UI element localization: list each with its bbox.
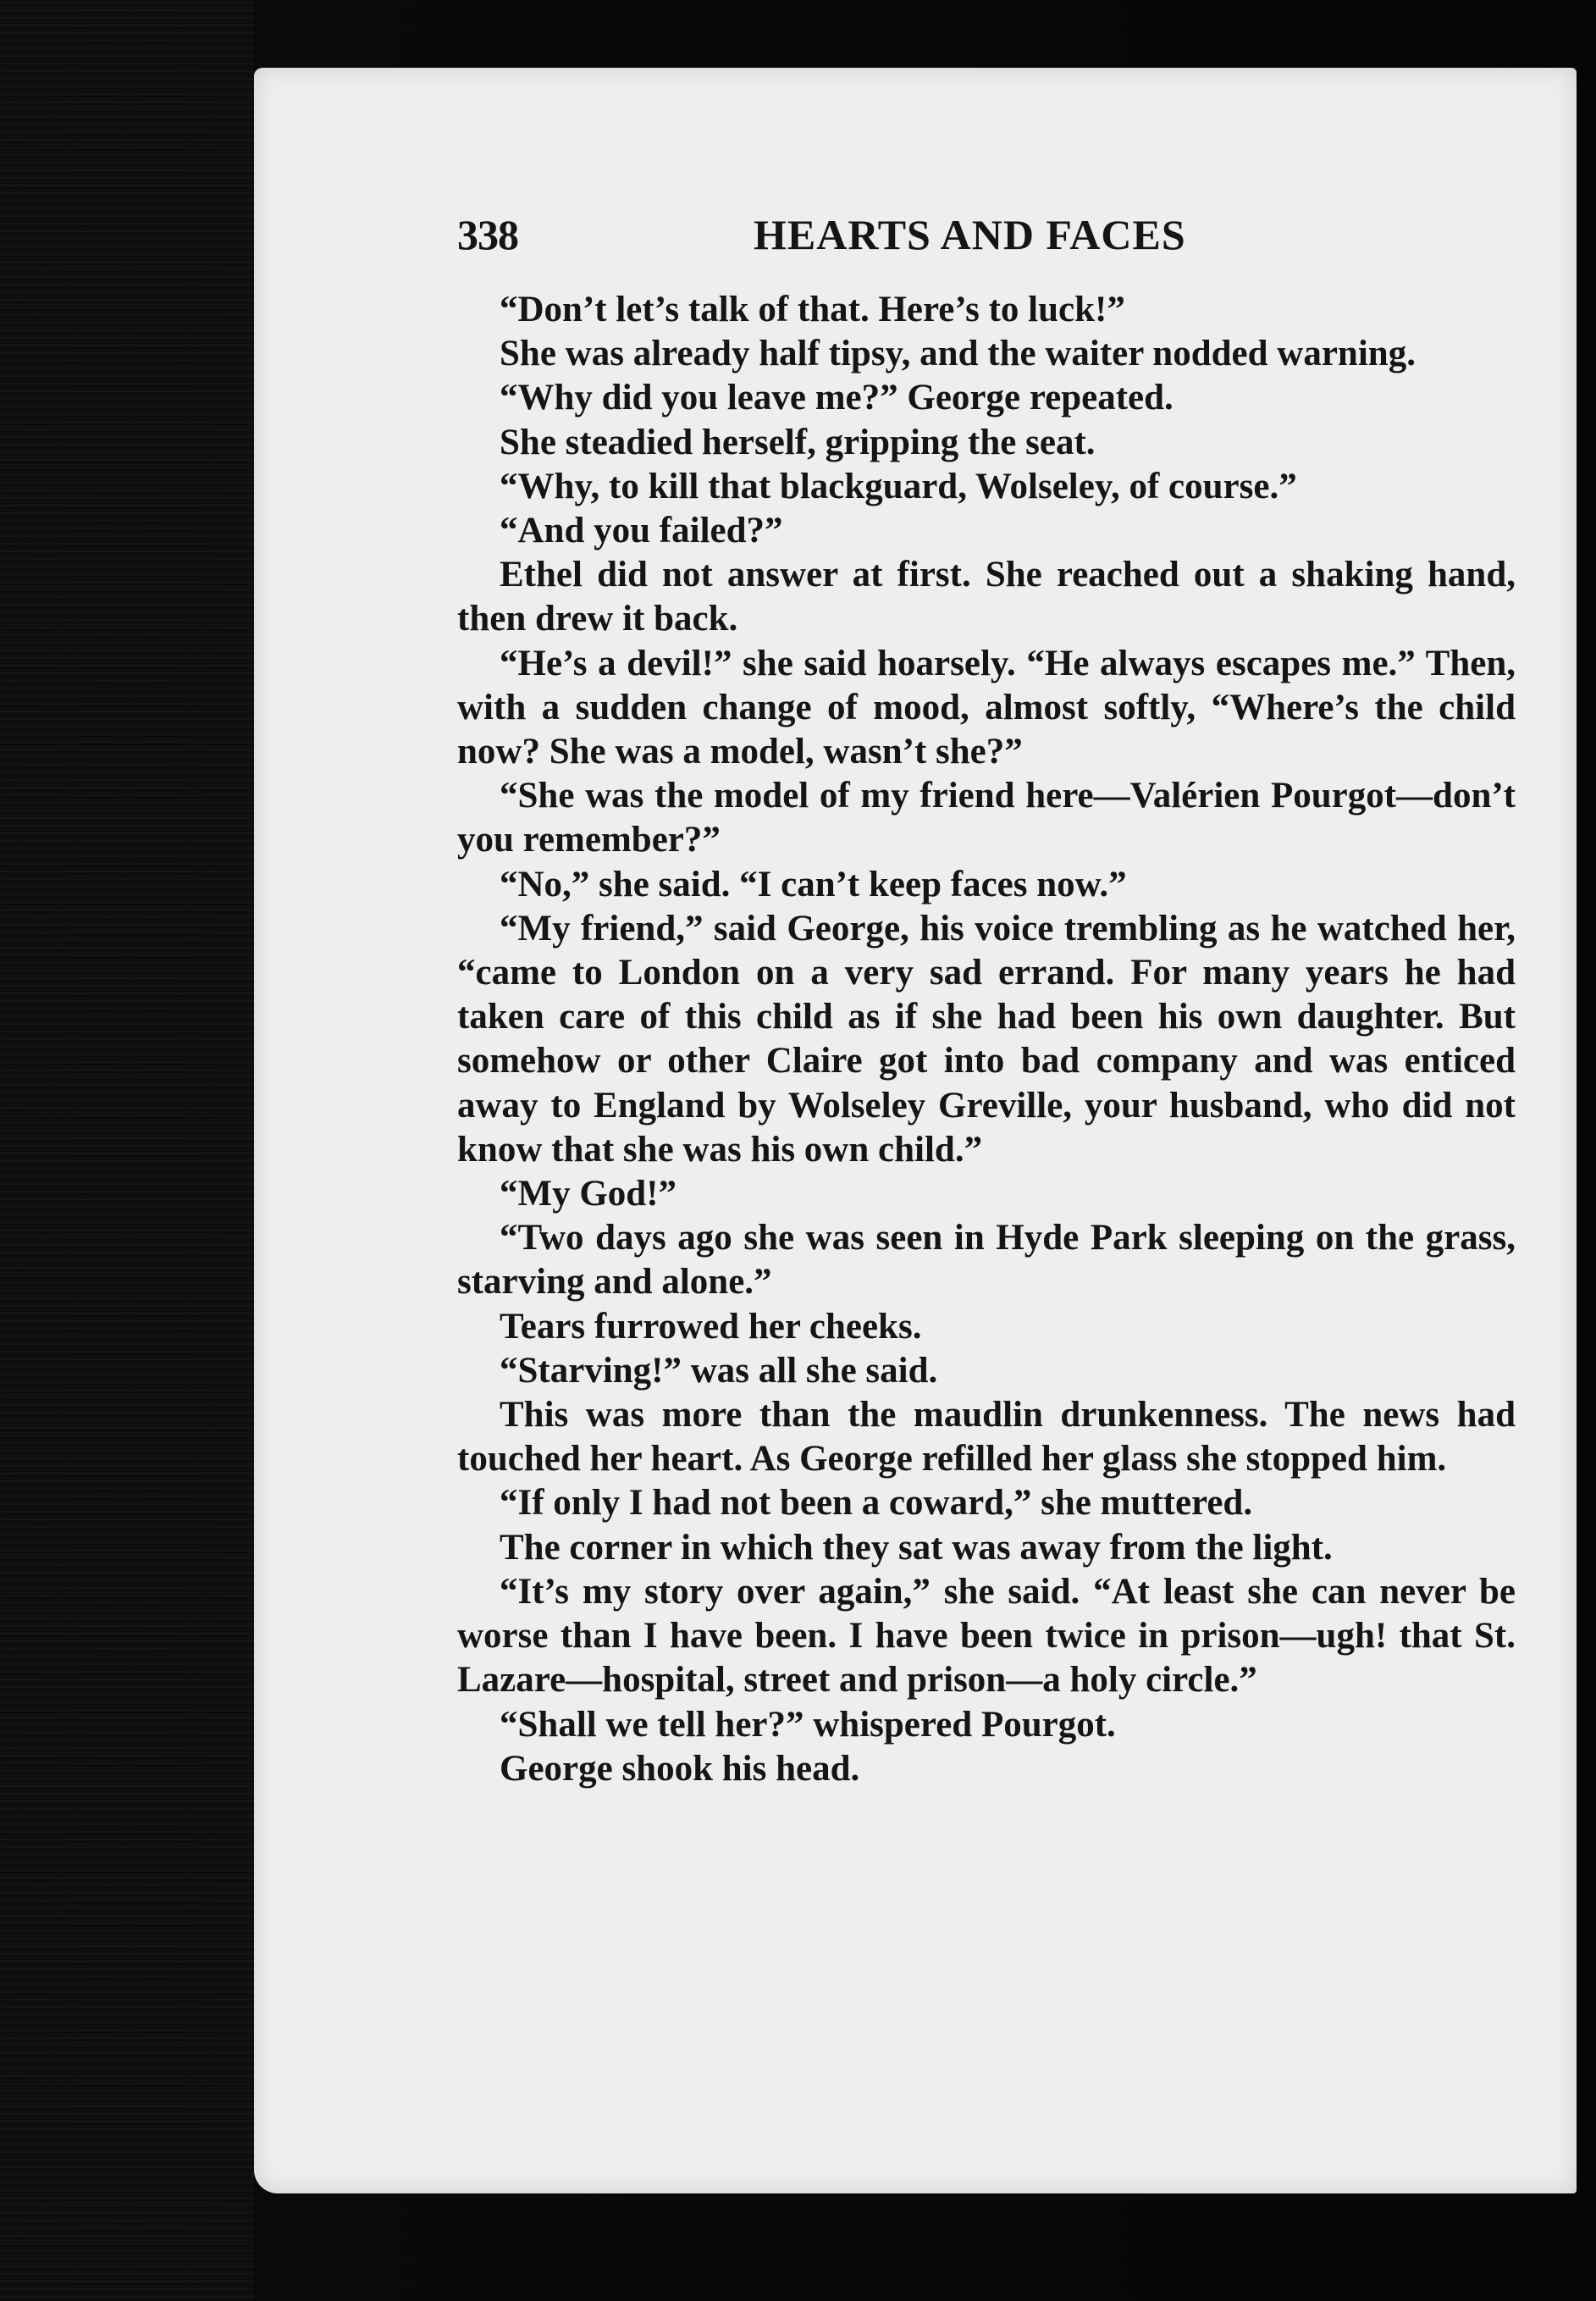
paragraph: “My God!” [500, 1174, 677, 1214]
paragraph: The corner in which they sat was away from the light. [500, 1527, 1333, 1568]
paragraph: This was more than the maudlin drunkenness. The news had touched her heart. As George refilled her glass she stopped him. [457, 1395, 1516, 1480]
body-text [457, 288, 1516, 1791]
paragraph: Ethel did not answer at first. She reached out a shaking hand, then drew it back. [457, 555, 1516, 639]
paragraph: “It’s my story over again,” she said. “At least she can never be worse than I have been. I have been twice in prison—ugh! that St. Lazare—hospital, street and prison—a holy circle.” [457, 1571, 1516, 1701]
paragraph: Tears furrowed her cheeks. [500, 1306, 922, 1347]
page-number: 338 [457, 211, 518, 258]
paragraph: “Why, to kill that blackguard, Wolseley, of course.” [500, 466, 1297, 506]
paragraph: “Shall we tell her?” whispered Pourgot. [500, 1704, 1116, 1745]
paragraph: “Don’t let’s talk of that. Here’s to luck!” [500, 290, 1125, 329]
paragraph: “She was the model of my friend here—Valérien Pourgot—don’t you remember?” [457, 776, 1516, 860]
paragraph: George shook his head. [500, 1748, 860, 1789]
paragraph: “Starving!” was all she said. [500, 1350, 938, 1391]
paragraph: “No,” she said. “I can’t keep faces now.” [500, 864, 1127, 904]
book-spine-shadow [0, 0, 254, 2301]
paragraph: “If only I had not been a coward,” she muttered. [500, 1483, 1253, 1524]
paragraph: She was already half tipsy, and the waiter nodded warning. [500, 334, 1416, 374]
paragraph: She steadied herself, gripping the seat. [500, 422, 1096, 462]
paragraph: “Two days ago she was seen in Hyde Park sleeping on the grass, starving and alone.” [457, 1218, 1516, 1303]
paragraph: “He’s a devil!” she said hoarsely. “He always escapes me.” Then, with a sudden change of mood, almost softly, “Where’s the child now? She was a model, wasn’t she?” [457, 643, 1516, 772]
running-head [457, 210, 1516, 269]
paragraph: “My friend,” said George, his voice trembling as he watched her, “came to London on a very sad errand. For many years he had taken care of this child as if she had been his own daughter. But somehow or other Claire got into bad company and was enticed away to England by Wolseley Greville, your husband, who did not know that she was his own child.” [457, 908, 1516, 1170]
paragraph: “And you failed?” [500, 511, 783, 551]
running-title: HEARTS AND FACES [754, 211, 1186, 258]
paragraph: “Why did you leave me?” George repeated. [500, 378, 1174, 418]
